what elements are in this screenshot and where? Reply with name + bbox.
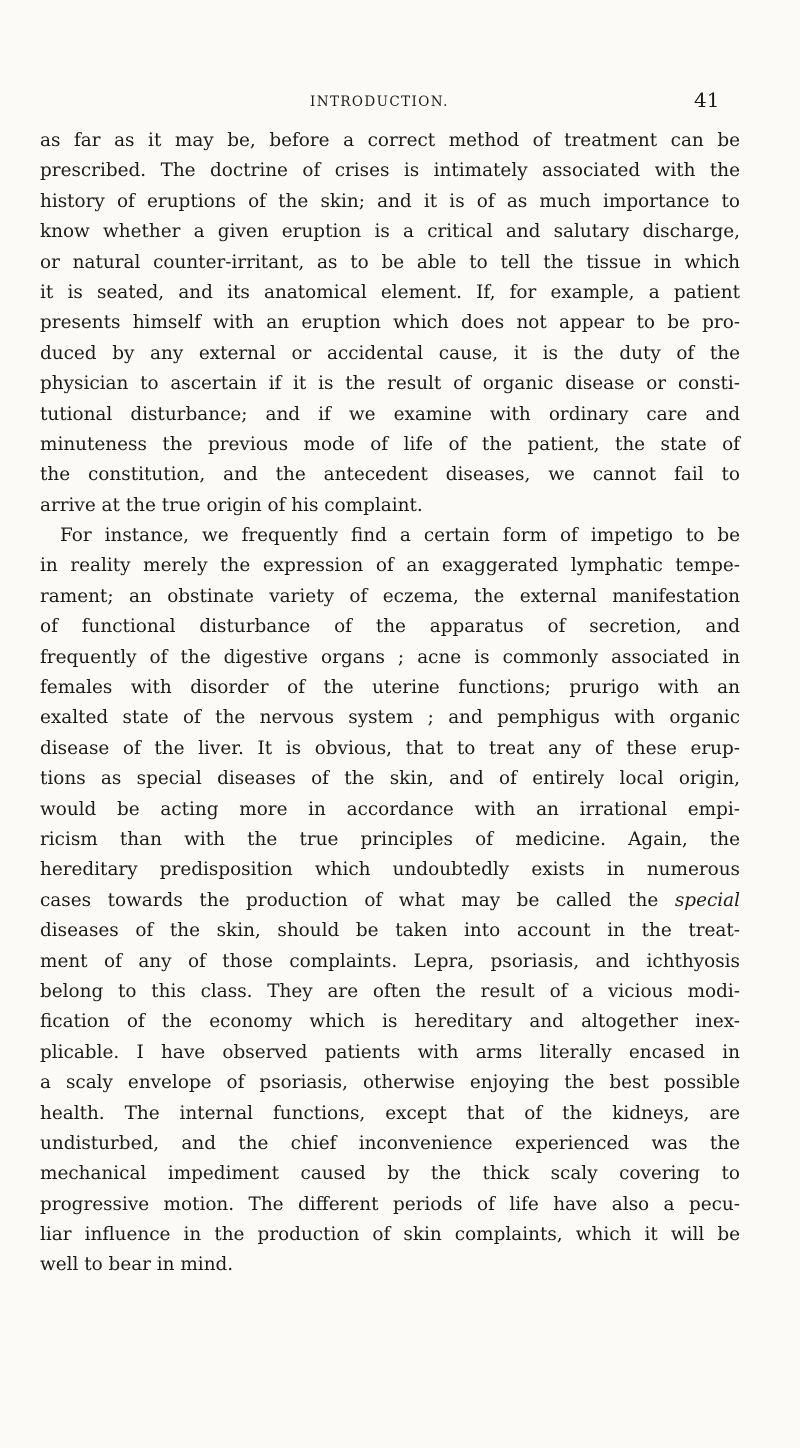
italic-word: special <box>674 889 740 911</box>
text-line: tutional disturbance; and if we examine with ordinary care and <box>40 403 740 425</box>
text-line: presents himself with an eruption which does not appear to be pro- <box>40 312 740 334</box>
text-line-with-emphasis <box>40 886 740 916</box>
text-line: duced by any external or accidental cause, it is the duty of the <box>40 342 740 364</box>
text-line: progressive motion. The different periods of life have also a pecu- <box>40 1193 740 1215</box>
text-line: diseases of the skin, should be taken into account in the treat- <box>40 920 740 942</box>
text-line: would be acting more in accordance with an irrational empi- <box>40 798 740 820</box>
text-line: in reality merely the expression of an exaggerated lymphatic tempe- <box>40 555 740 577</box>
text-line: frequently of the digestive organs ; acne is commonly associated in <box>40 646 740 668</box>
text-line: fication of the economy which is hereditary and altogether inex- <box>40 1011 740 1033</box>
text-line: belong to this class. They are often the result of a vicious modi- <box>40 980 740 1002</box>
text-line: plicable. I have observed patients with arms literally encased in <box>40 1041 740 1063</box>
text-line: the constitution, and the antecedent diseases, we cannot fail to <box>40 464 740 486</box>
text-line: ricism than with the true principles of medicine. Again, the <box>40 828 740 850</box>
text-line: minuteness the previous mode of life of the patient, the state of <box>40 433 740 455</box>
text-line: health. The internal functions, except that of the kidneys, are <box>40 1102 740 1124</box>
text-line: physician to ascertain if it is the result of organic disease or consti- <box>40 373 740 395</box>
paragraph-end-line: arrive at the true origin of his complaint. <box>40 494 423 516</box>
text-line: ment of any of those complaints. Lepra, psoriasis, and ichthyosis <box>40 950 740 972</box>
body-text <box>40 126 740 1281</box>
text-line: prescribed. The doctrine of crises is intimately associated with the <box>40 160 740 182</box>
text-line: as far as it may be, before a correct method of treatment can be <box>40 130 740 151</box>
text-line: history of eruptions of the skin; and it is of as much importance to <box>40 190 740 212</box>
running-title: INTRODUCTION. <box>310 94 449 110</box>
text-line: exalted state of the nervous system ; and pemphigus with organic <box>40 707 740 729</box>
text-line: or natural counter-irritant, as to be able to tell the tissue in which <box>40 251 740 273</box>
paragraph-start-line: For instance, we frequently find a certain form of impetigo to be <box>60 525 740 547</box>
running-head <box>0 88 800 118</box>
text-line: of functional disturbance of the apparatus of secretion, and <box>40 616 740 638</box>
text-line-segment: cases towards the production of what may be called the <box>40 889 659 911</box>
text-line: a scaly envelope of psoriasis, otherwise enjoying the best possible <box>40 1072 740 1094</box>
paragraph-end-line: well to bear in mind. <box>40 1254 234 1276</box>
text-line: hereditary predisposition which undoubtedly exists in numerous <box>40 859 740 881</box>
text-line: females with disorder of the uterine functions; prurigo with an <box>40 677 740 699</box>
page-number: 41 <box>694 88 720 112</box>
text-line: mechanical impediment caused by the thick scaly covering to <box>40 1163 740 1185</box>
text-line: tions as special diseases of the skin, and of entirely local origin, <box>40 768 740 790</box>
text-line: know whether a given eruption is a critical and salutary discharge, <box>40 221 740 243</box>
text-line: disease of the liver. It is obvious, that to treat any of these erup- <box>40 737 740 759</box>
text-line: undisturbed, and the chief inconvenience experienced was the <box>40 1132 740 1154</box>
text-line: rament; an obstinate variety of eczema, the external manifestation <box>40 585 740 607</box>
text-line: it is seated, and its anatomical element. If, for example, a patient <box>40 281 740 303</box>
text-line: liar influence in the production of skin complaints, which it will be <box>40 1224 740 1246</box>
